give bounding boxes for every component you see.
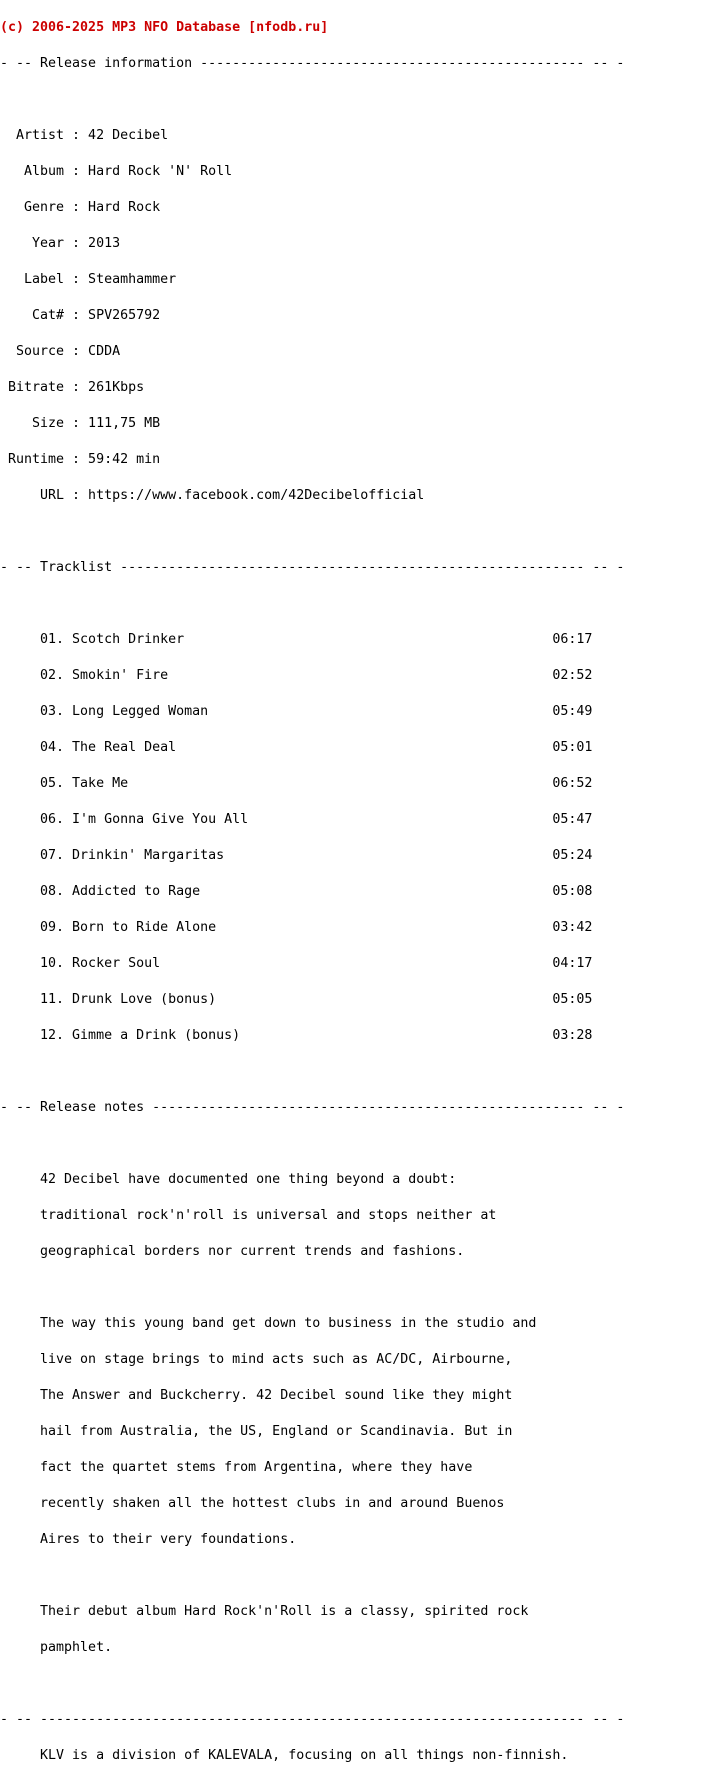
track-row: 07. Drinkin' Margaritas 05:24: [0, 848, 593, 863]
notes-paragraph-line: The way this young band get down to business in the studio and: [0, 1316, 537, 1331]
blank-line: [0, 1138, 704, 1150]
track-row: 08. Addicted to Rage 05:08: [0, 884, 593, 899]
artist-field: Artist : 42 Decibel: [0, 128, 169, 143]
notes-paragraph-line: traditional rock'n'roll is universal and stops neither at: [0, 1208, 497, 1223]
track-row: 05. Take Me 06:52: [0, 776, 593, 791]
blank-line: [0, 1282, 704, 1294]
notes-paragraph-line: 42 Decibel have documented one thing beyond a doubt:: [0, 1172, 457, 1187]
album-field: Album : Hard Rock 'N' Roll: [0, 164, 233, 179]
runtime-field: Runtime : 59:42 min: [0, 452, 161, 467]
genre-field: Genre : Hard Rock: [0, 200, 161, 215]
notes-paragraph-line: pamphlet.: [0, 1640, 113, 1655]
footer-note: KLV is a division of KALEVALA, focusing on all things non-finnish.: [0, 1748, 569, 1763]
track-row: 02. Smokin' Fire 02:52: [0, 668, 593, 683]
blank-line: [0, 1678, 704, 1690]
notes-paragraph-line: live on stage brings to mind acts such as AC/DC, Airbourne,: [0, 1352, 513, 1367]
track-row: 09. Born to Ride Alone 03:42: [0, 920, 593, 935]
notes-paragraph-line: geographical borders nor current trends and fashions.: [0, 1244, 465, 1259]
track-row: 11. Drunk Love (bonus) 05:05: [0, 992, 593, 1007]
track-row: 04. The Real Deal 05:01: [0, 740, 593, 755]
credit-text[interactable]: (c) 2006-2025 MP3 NFO Database [nfodb.ru]: [0, 20, 329, 35]
url-field: URL : https://www.facebook.com/42Decibelofficial: [0, 488, 425, 503]
notes-paragraph-line: hail from Australia, the US, England or Scandinavia. But in: [0, 1424, 513, 1439]
source-field: Source : CDDA: [0, 344, 121, 359]
tracklist-header: - -- Tracklist ---------------------------------------------------------- -- -: [0, 560, 625, 575]
year-field: Year : 2013: [0, 236, 121, 251]
nfodb-credit-link[interactable]: [0, 22, 704, 34]
track-row: 10. Rocker Soul 04:17: [0, 956, 593, 971]
track-row: 01. Scotch Drinker 06:17: [0, 632, 593, 647]
notes-paragraph-line: Their debut album Hard Rock'n'Roll is a classy, spirited rock: [0, 1604, 529, 1619]
blank-line: [0, 526, 704, 538]
label-field: Label : Steamhammer: [0, 272, 177, 287]
track-row: 12. Gimme a Drink (bonus) 03:28: [0, 1028, 593, 1043]
footer-divider: - -- -------------------------------------------------------------------- -- -: [0, 1712, 625, 1727]
track-row: 06. I'm Gonna Give You All 05:47: [0, 812, 593, 827]
size-field: Size : 111,75 MB: [0, 416, 161, 431]
blank-line: [0, 1570, 704, 1582]
catalog-field: Cat# : SPV265792: [0, 308, 161, 323]
notes-paragraph-line: recently shaken all the hottest clubs in and around Buenos: [0, 1496, 505, 1511]
blank-line: [0, 94, 704, 106]
release-notes-header: - -- Release notes ------------------------------------------------------ -- -: [0, 1100, 625, 1115]
track-row: 03. Long Legged Woman 05:49: [0, 704, 593, 719]
blank-line: [0, 598, 704, 610]
notes-paragraph-line: Aires to their very foundations.: [0, 1532, 297, 1547]
bitrate-field: Bitrate : 261Kbps: [0, 380, 145, 395]
release-info-header: - -- Release information ------------------------------------------------ -- -: [0, 56, 625, 71]
notes-paragraph-line: fact the quartet stems from Argentina, where they have: [0, 1460, 473, 1475]
notes-paragraph-line: The Answer and Buckcherry. 42 Decibel sound like they might: [0, 1388, 513, 1403]
blank-line: [0, 1066, 704, 1078]
